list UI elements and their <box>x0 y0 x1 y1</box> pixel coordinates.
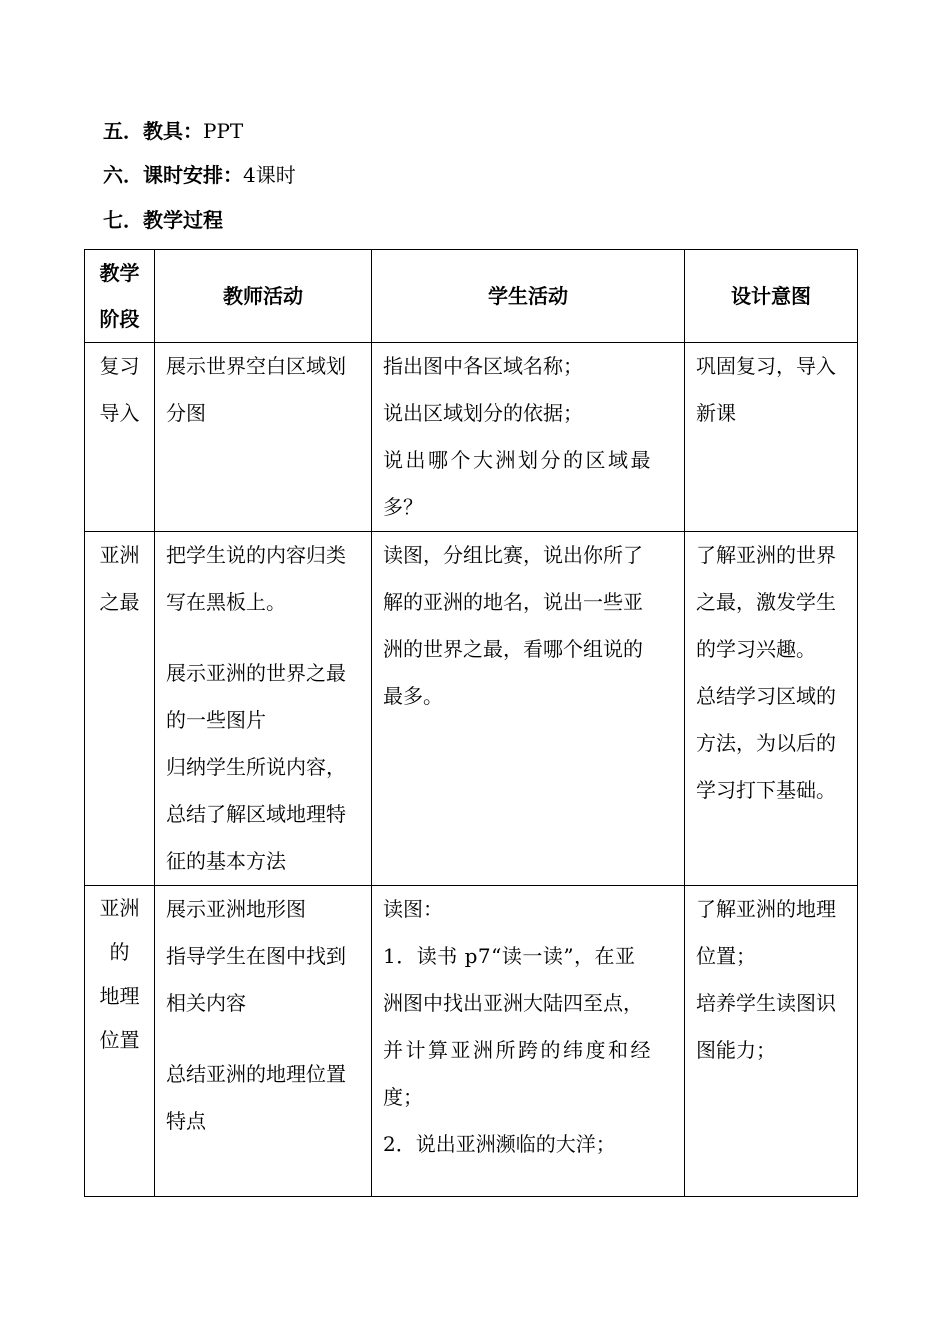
text-line: 了解亚洲的地理 <box>696 897 836 921</box>
stage-cell <box>85 532 155 886</box>
stage-line: 的 <box>109 940 130 964</box>
text-line: 方法，为以后的 <box>696 731 836 755</box>
teacher-cell <box>155 886 372 1197</box>
heading-teaching-tools <box>103 117 243 145</box>
heading-label: 七．教学过程 <box>103 208 223 232</box>
stage-line: 亚洲 <box>99 896 140 920</box>
text-line: 的学习兴趣。 <box>696 637 816 661</box>
lesson-plan-table <box>84 249 858 1197</box>
text-line: 分图 <box>166 401 206 425</box>
text-line: 学习打下基础。 <box>696 778 836 802</box>
heading-teaching-process <box>103 206 223 234</box>
header-teacher: 教师活动 <box>155 250 372 343</box>
text-line: 之最，激发学生 <box>696 590 836 614</box>
text-line: 展示世界空白区域划 <box>166 354 346 378</box>
paragraph-gap <box>166 626 363 650</box>
text-line: 把学生说的内容归类 <box>166 543 346 567</box>
text-line: 总结学习区域的 <box>696 684 836 708</box>
text-line: 的一些图片 <box>166 708 266 732</box>
stage-line: 亚洲 <box>99 543 140 567</box>
text-line: 新课 <box>696 401 736 425</box>
text-line: 特点 <box>166 1109 206 1133</box>
teacher-cell <box>155 532 372 886</box>
text-line: 说出区域划分的依据； <box>383 401 583 425</box>
text-line: 归纳学生所说内容， <box>166 755 346 779</box>
table-row <box>85 886 858 1197</box>
text-line: 图能力； <box>696 1038 776 1062</box>
text-line: 指导学生在图中找到 <box>166 944 346 968</box>
text-line: 指出图中各区域名称； <box>383 354 583 378</box>
heading-label: 五．教具： <box>103 119 203 143</box>
stage-line: 地理 <box>99 984 140 1008</box>
header-stage <box>85 250 155 343</box>
header-stage-line: 教学 <box>99 261 140 285</box>
heading-label: 六．课时安排： <box>103 163 243 187</box>
text-line: 总结了解区域地理特 <box>166 802 346 826</box>
text-line: 相关内容 <box>166 991 246 1015</box>
student-cell <box>372 532 685 886</box>
heading-schedule <box>103 161 296 189</box>
text-line: 总结亚洲的地理位置 <box>166 1062 346 1086</box>
text-line: 征的基本方法 <box>166 849 286 873</box>
stage-cell <box>85 886 155 1197</box>
text-line: 巩固复习，导入 <box>696 354 836 378</box>
stage-line: 复习 <box>99 354 140 378</box>
text-line: 多？ <box>383 495 423 519</box>
student-cell <box>372 343 685 532</box>
text-line: 度； <box>383 1085 423 1109</box>
text-line: 洲图中找出亚洲大陆四至点， <box>383 991 643 1015</box>
header-student: 学生活动 <box>372 250 685 343</box>
student-cell <box>372 886 685 1197</box>
heading-value: PPT <box>203 119 244 143</box>
heading-value: 4课时 <box>243 163 296 187</box>
text-line: 培养学生读图识 <box>696 991 836 1015</box>
stage-line: 导入 <box>99 401 140 425</box>
teacher-cell <box>155 343 372 532</box>
text-line: 位置； <box>696 944 756 968</box>
text-line: 2．说出亚洲濒临的大洋； <box>383 1132 616 1156</box>
text-line: 展示亚洲的世界之最 <box>166 661 346 685</box>
stage-line: 位置 <box>99 1028 140 1052</box>
text-line: 展示亚洲地形图 <box>166 897 306 921</box>
text-line: 解的亚洲的地名，说出一些亚 <box>383 590 643 614</box>
text-line: 读图： <box>383 897 443 921</box>
header-intent: 设计意图 <box>685 250 858 343</box>
text-line: 说出哪个大洲划分的区域最 <box>383 448 653 472</box>
text-line: 写在黑板上。 <box>166 590 286 614</box>
table-row <box>85 343 858 532</box>
text-line: 1．读书 p7“读一读”，在亚 <box>383 944 636 968</box>
text-line: 了解亚洲的世界 <box>696 543 836 567</box>
text-line: 读图，分组比赛，说出你所了 <box>383 543 643 567</box>
intent-cell <box>685 532 858 886</box>
stage-line: 之最 <box>99 590 140 614</box>
text-line: 洲的世界之最，看哪个组说的 <box>383 637 643 661</box>
table-header-row <box>85 250 858 343</box>
text-line: 并计算亚洲所跨的纬度和经 <box>383 1038 653 1062</box>
text-line: 最多。 <box>383 684 443 708</box>
intent-cell <box>685 886 858 1197</box>
stage-cell <box>85 343 155 532</box>
table-row <box>85 532 858 886</box>
paragraph-gap <box>166 1027 363 1051</box>
intent-cell <box>685 343 858 532</box>
header-stage-line: 阶段 <box>99 307 140 331</box>
